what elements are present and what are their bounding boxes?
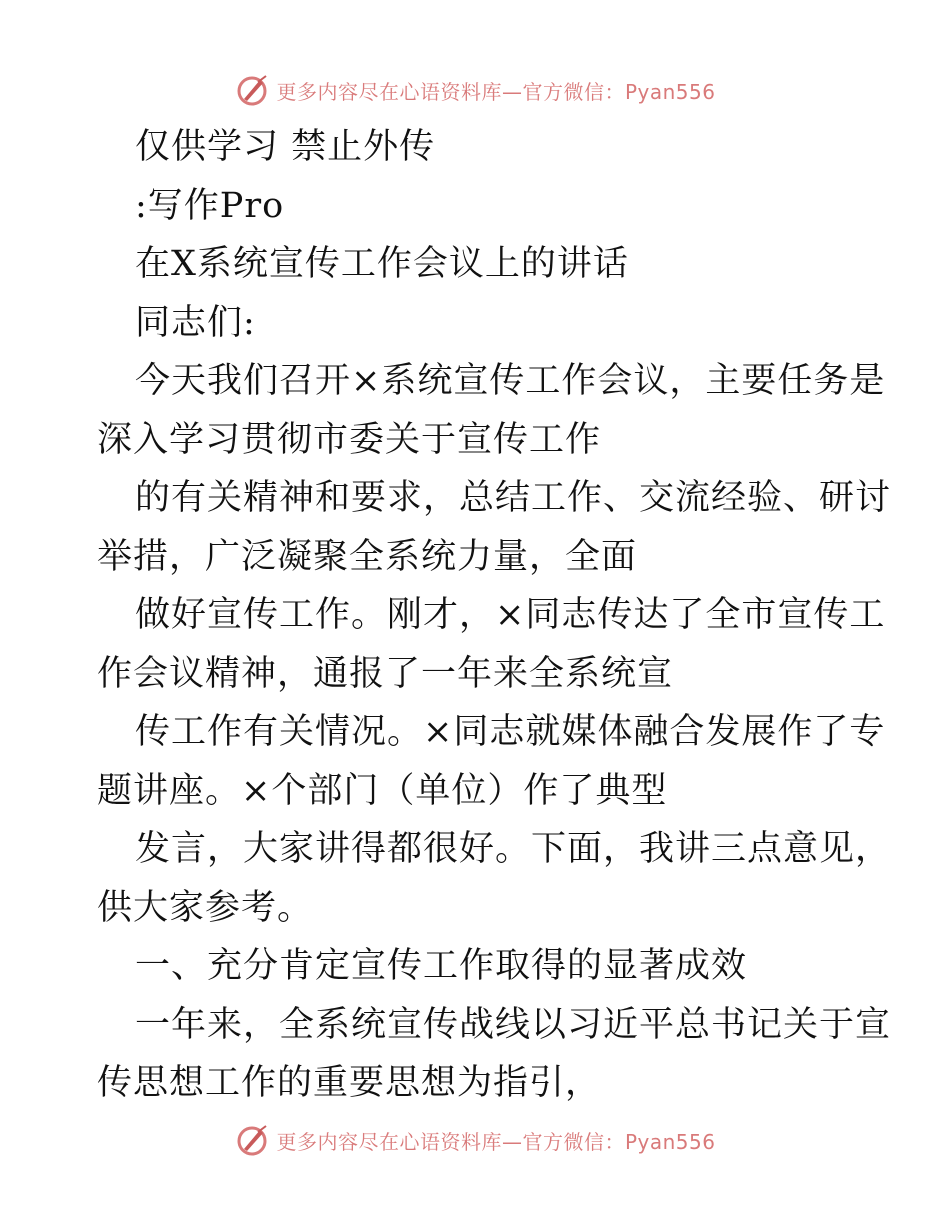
document-line: 仅供学习 禁止外传 bbox=[135, 127, 436, 167]
section-heading: 一、充分肯定宣传工作取得的显著成效 bbox=[135, 946, 748, 986]
document-line: 作会议精神，通报了一年来全系统宣 bbox=[97, 653, 674, 694]
document-line: 发言，大家讲得都很好。下面，我讲三点意见， bbox=[135, 829, 892, 869]
document-line: 今天我们召开×系统宣传工作会议，主要任务是 bbox=[135, 361, 886, 401]
document-line: 传思想工作的重要思想为指引， bbox=[97, 1063, 602, 1103]
quill-circle-logo-icon bbox=[234, 1122, 270, 1158]
document-line: 举措，广泛凝聚全系统力量，全面 bbox=[97, 536, 638, 577]
document-line: 做好宣传工作。刚才，×同志传达了全市宣传工 bbox=[135, 595, 886, 635]
document-title: 在X系统宣传工作会议上的讲话 bbox=[135, 244, 629, 284]
header-watermark-text: 更多内容尽在心语资料库—官方微信：Pyan556 bbox=[276, 79, 716, 104]
document-line: 同志们: bbox=[135, 302, 256, 343]
document-line: 深入学习贯彻市委关于宣传工作 bbox=[97, 419, 602, 460]
document-line: :写作Pro bbox=[135, 185, 285, 226]
document-line: 传工作有关情况。×同志就媒体融合发展作了专 bbox=[135, 712, 886, 752]
footer-watermark-text: 更多内容尽在心语资料库—官方微信：Pyan556 bbox=[276, 1129, 716, 1154]
document-line: 的有关精神和要求，总结工作、交流经验、研讨 bbox=[135, 478, 892, 518]
quill-circle-logo-icon bbox=[234, 72, 270, 108]
document-body bbox=[97, 118, 892, 1113]
document-line: 一年来，全系统宣传战线以习近平总书记关于宣 bbox=[135, 1004, 892, 1045]
footer-watermark-banner bbox=[0, 1120, 950, 1160]
document-line: 题讲座。×个部门（单位）作了典型 bbox=[97, 770, 668, 811]
document-line: 供大家参考。 bbox=[97, 887, 314, 928]
header-watermark-banner bbox=[0, 70, 950, 110]
